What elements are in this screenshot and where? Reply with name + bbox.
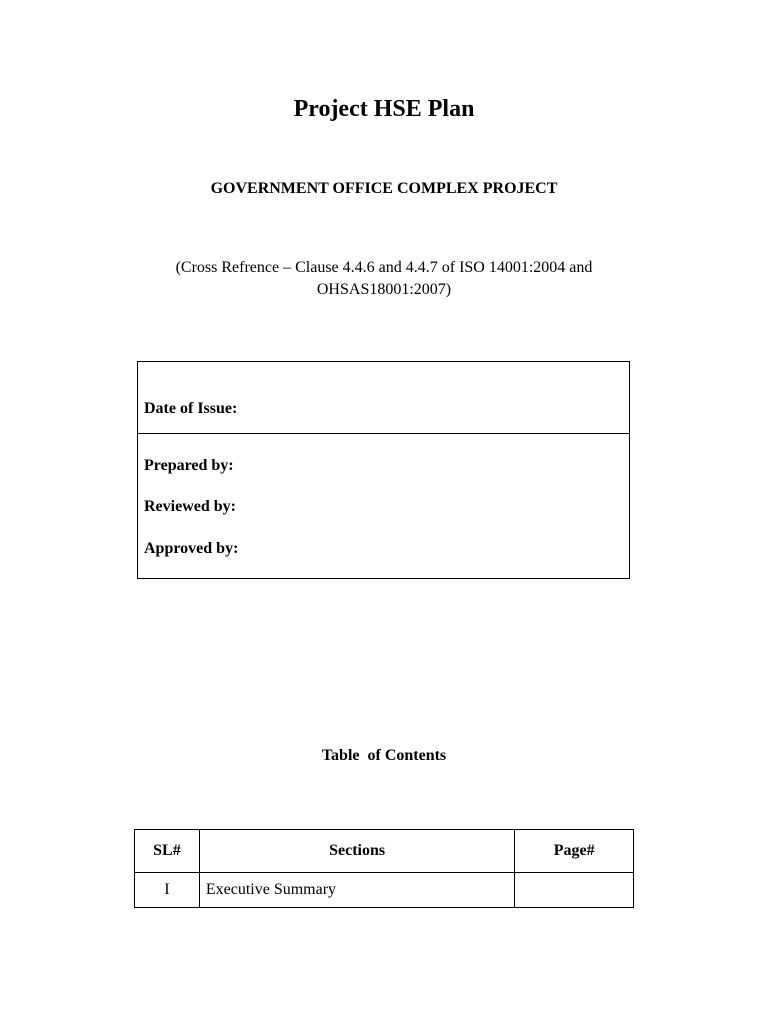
toc-header-sl: SL#: [135, 830, 200, 873]
toc-row-sl: I: [135, 873, 200, 908]
cross-reference: [134, 257, 634, 301]
issue-info-box: [137, 361, 630, 579]
toc-table: [134, 829, 634, 908]
cross-reference-line-1: (Cross Refrence – Clause 4.4.6 and 4.4.7 of ISO 14001:2004 and: [175, 259, 593, 276]
toc-header-page: Page#: [515, 830, 634, 873]
prepared-by-label: Prepared by:: [144, 457, 234, 474]
project-name: GOVERNMENT OFFICE COMPLEX PROJECT: [210, 180, 558, 197]
toc-row-page: [515, 873, 634, 908]
table-row: [135, 873, 634, 908]
toc-title: Table of Contents: [321, 747, 447, 764]
date-of-issue-label: Date of Issue:: [144, 400, 238, 417]
document-title: Project HSE Plan: [293, 96, 475, 122]
date-of-issue-section: [138, 362, 629, 434]
reviewed-by-label: Reviewed by:: [144, 498, 236, 515]
cross-reference-line-2: OHSAS18001:2007): [316, 281, 452, 298]
toc-row-section: Executive Summary: [199, 873, 515, 908]
toc-header-sections: Sections: [199, 830, 515, 873]
toc-header-row: [135, 830, 634, 873]
approved-by-label: Approved by:: [144, 540, 239, 557]
